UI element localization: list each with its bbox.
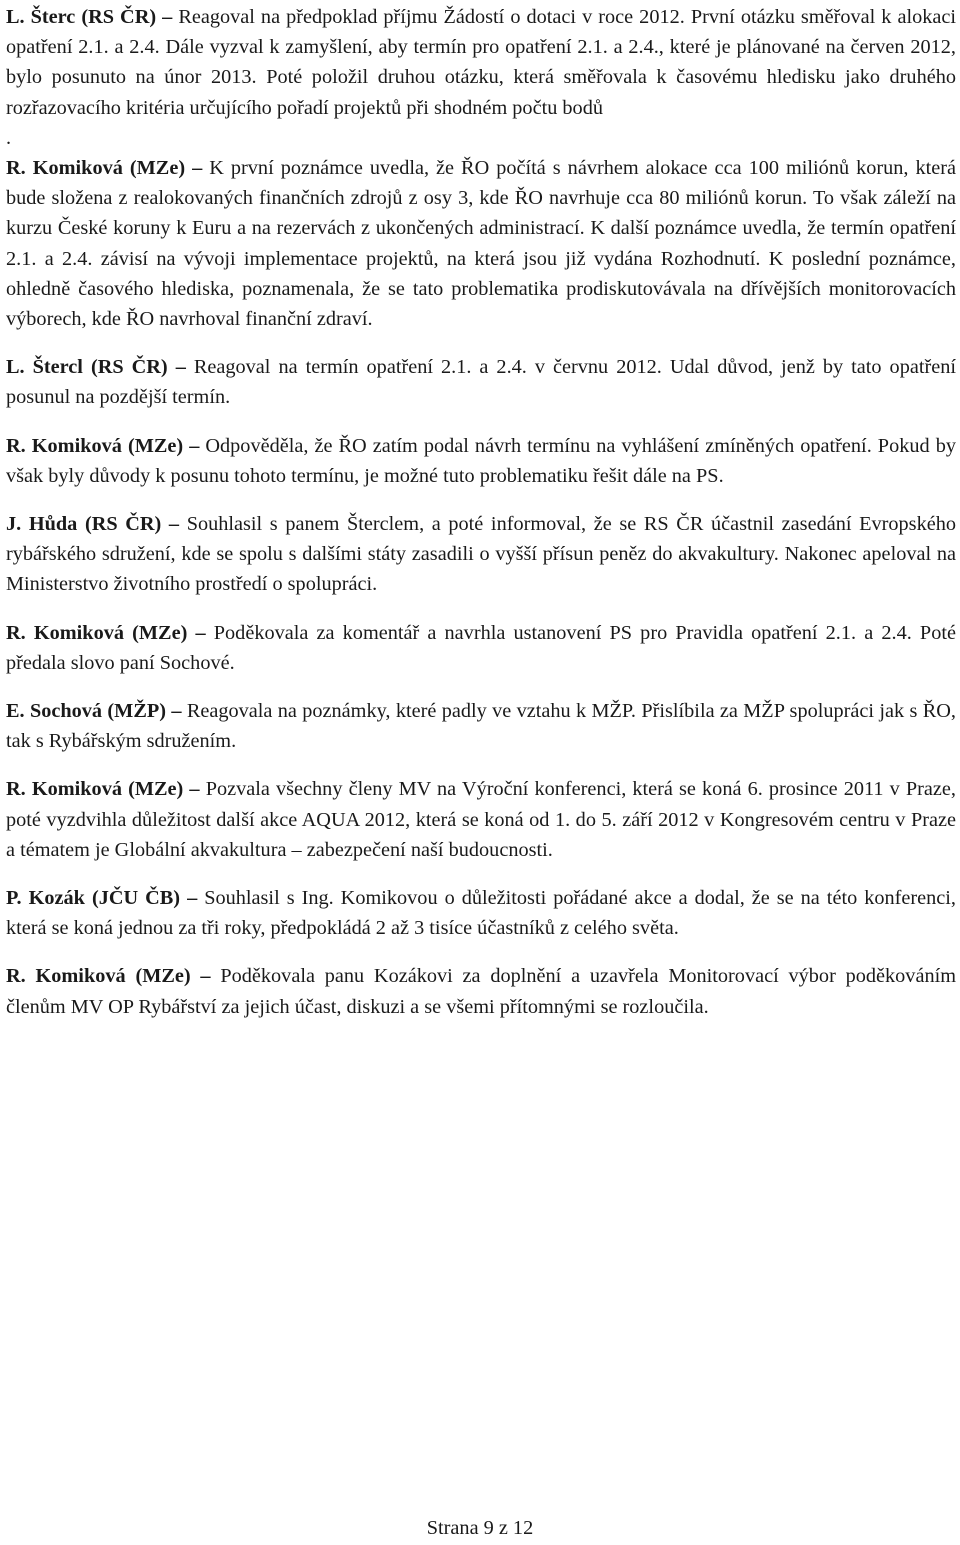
- speaker-affiliation: (MŽP): [107, 700, 166, 723]
- speaker-name: R. Komiková: [6, 965, 126, 988]
- speaker-name: P. Kozák: [6, 887, 85, 910]
- dash-separator: –: [168, 513, 180, 536]
- minutes-paragraph: [6, 509, 956, 600]
- speaker-affiliation: (MZe): [127, 434, 184, 457]
- paragraph-text: Souhlasil s Ing. Komikovou o důležitosti pořádané akce a dodal, že se na této konferenci, která se koná jednou za tři roky, předpokládá 2 až 3 tisíce účastníků z celého světa.: [6, 887, 956, 940]
- paragraph-text: .: [6, 126, 12, 149]
- speaker-affiliation: (JČU ČB): [91, 887, 181, 910]
- paragraph-text: Souhlasil s panem Šterclem, a poté informoval, že se RS ČR účastnil zasedání Evropského rybářského sdružení, kde se spolu s dalšími státy zasadili o vyšší přísun peněz do akvakultury. Nakonec apeloval na Ministerstvo životního prostředí o spolupráci.: [6, 513, 956, 596]
- document-page: [6, 2, 956, 1040]
- speaker-affiliation: (RS ČR): [84, 513, 162, 536]
- speaker-name: R. Komiková: [6, 621, 125, 644]
- paragraph-text: Reagoval na termín opatření 2.1. a 2.4. v červnu 2012. Udal důvod, jenž by tato opatření posunul na pozdější termín.: [6, 356, 956, 409]
- speaker-name: R. Komiková: [6, 157, 123, 180]
- speaker-name: E. Sochová: [6, 700, 103, 723]
- speaker-affiliation: (MZe): [128, 778, 184, 801]
- speaker-affiliation: (RS ČR): [81, 6, 157, 28]
- paragraph-text: Pozvala všechny členy MV na Výroční konferenci, která se koná 6. prosince 2011 v Praze, poté vyzdvihla důležitost další akce AQUA 2012, která se koná od 1. do 5. září 2012 v Kongresovém centru v Praze a tématem je Globální akvakultura – zabezpečení naší budoucnosti.: [6, 778, 957, 861]
- minutes-paragraph: [6, 961, 956, 1021]
- minutes-paragraph: [6, 883, 956, 943]
- minutes-paragraph: [6, 696, 956, 756]
- minutes-paragraph: [6, 123, 956, 153]
- dash-separator: –: [162, 6, 173, 28]
- speaker-name: R. Komiková: [6, 434, 122, 457]
- paragraph-text: Poděkovala panu Kozákovi za doplnění a uzavřela Monitorovací výbor poděkováním členům MV OP Rybářství za jejich účast, diskuzi a se všemi přítomnými se rozloučila.: [6, 965, 956, 1018]
- minutes-paragraph: [6, 431, 956, 491]
- speaker-affiliation: (MZe): [135, 965, 191, 988]
- dash-separator: –: [171, 700, 182, 723]
- speaker-name: L. Šterc: [6, 6, 76, 28]
- minutes-paragraph: [6, 2, 956, 123]
- page-number: Strana 9 z 12: [426, 1517, 534, 1539]
- paragraph-text: Reagovala na poznámky, které padly ve vztahu k MŽP. Přislíbila za MŽP spolupráci jak s ŘO, tak s Rybářským sdružením.: [6, 700, 956, 753]
- speaker-name: L. Štercl: [6, 356, 83, 379]
- paragraph-text: Odpověděla, že ŘO zatím podal návrh termínu na vyhlášení zmíněných opatření. Pokud by však byly důvody k posunu tohoto termínu, je možné tuto problematiku řešit dále na PS.: [6, 434, 956, 487]
- dash-separator: –: [175, 356, 186, 379]
- speaker-affiliation: (MZe): [129, 157, 186, 180]
- speaker-affiliation: (MZe): [132, 621, 188, 644]
- dash-separator: –: [192, 157, 203, 180]
- speaker-name: R. Komiková: [6, 778, 122, 801]
- minutes-paragraph: [6, 352, 956, 412]
- dash-separator: –: [195, 621, 206, 644]
- minutes-paragraph: [6, 618, 956, 678]
- paragraph-text: Reagoval na předpoklad příjmu Žádostí o dotaci v roce 2012. První otázku směřoval k alokaci opatření 2.1. a 2.4. Dále vyzval k zamyšlení, aby termín pro opatření 2.1. a 2.4., které je plánované na červen 2012, bylo posunuto na únor 2013. Poté položil druhou otázku, která směřovala k časovému hledisku jako druhého rozřazovacího kritéria určujícího pořadí projektů při shodném počtu bodů: [6, 6, 957, 119]
- dash-separator: –: [189, 434, 200, 457]
- dash-separator: –: [189, 778, 200, 801]
- minutes-paragraph: [6, 774, 956, 865]
- speaker-name: J. Hůda: [6, 513, 78, 536]
- minutes-paragraph: [6, 153, 956, 334]
- dash-separator: –: [200, 965, 211, 988]
- paragraph-text: Poděkovala za komentář a navrhla ustanovení PS pro Pravidla opatření 2.1. a 2.4. Poté předala slovo paní Sochové.: [6, 621, 956, 674]
- paragraph-text: K první poznámce uvedla, že ŘO počítá s návrhem alokace cca 100 miliónů korun, která bude složena z realokovaných finančních zdrojů z osy 3, kde ŘO navrhuje cca 80 miliónů korun. To však záleží na kurzu České koruny k Euru a na rezervách z ukončených administrací. K další poznámce uvedla, že termín opatření 2.1. a 2.4. závisí na vývoji implementace projektů, na která jsou již vydána Rozhodnutí. K poslední poznámce, ohledně časového hlediska, poznamenala, že se tato problematika prodiskutovávala na dřívějších monitorovacích výborech, kde ŘO navrhoval finanční zdraví.: [6, 157, 957, 331]
- speaker-affiliation: (RS ČR): [90, 356, 168, 379]
- dash-separator: –: [187, 887, 198, 910]
